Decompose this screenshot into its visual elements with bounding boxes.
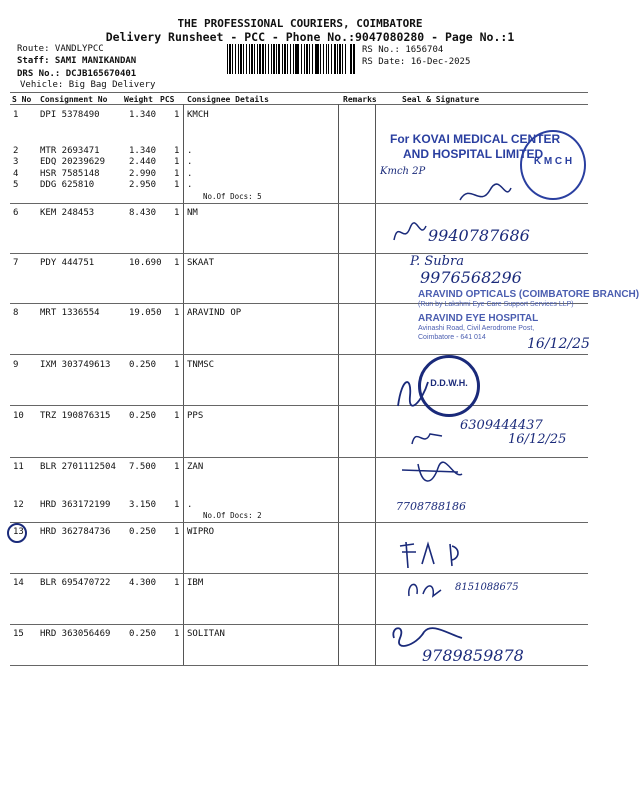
aravind-hospital-stamp: ARAVIND EYE HOSPITAL	[418, 313, 539, 324]
row-consignment: BLR 2701112504	[40, 462, 116, 472]
row-consignment: DPI 5378490	[40, 110, 100, 120]
row-consignment: MTR 2693471	[40, 146, 100, 156]
row-pcs: 1	[174, 629, 180, 639]
runsheet-title: Delivery Runsheet - PCC - Phone No.:9047080280 - Page No.:1	[105, 30, 515, 44]
row-consignment: IXM 303749613	[40, 360, 111, 370]
row-sno: 10	[13, 411, 24, 421]
row-sno: 6	[13, 208, 19, 218]
row-weight: 1.340	[129, 110, 157, 120]
row-weight: 0.250	[129, 629, 157, 639]
row-pcs: 1	[174, 360, 180, 370]
kmch-seal	[520, 130, 586, 200]
remarks-col-rule-right	[375, 104, 376, 665]
row-sno: 4	[13, 169, 19, 179]
col-consignee: Consignee Details	[187, 95, 269, 104]
row-13-circle-mark	[7, 523, 27, 543]
row-pcs: 1	[174, 208, 180, 218]
row-sno: 5	[13, 180, 19, 190]
col-consignment: Consignment No	[40, 95, 108, 104]
row-consignee: ARAVIND OP	[187, 308, 242, 318]
aravind-address-1: Avinashi Road, Civil Aerodrome Post,	[418, 325, 535, 332]
row-weight: 1.340	[129, 146, 157, 156]
row1-handwritten-note: Kmch 2P	[380, 166, 426, 177]
row-pcs: 1	[174, 411, 180, 421]
row-pcs: 1	[174, 500, 180, 510]
row-consignee: SKAAT	[187, 258, 215, 268]
row-weight: 0.250	[129, 360, 157, 370]
row-consignee: NM	[187, 208, 198, 218]
row-sno: 13	[13, 527, 24, 537]
route-label: Route: VANDLYPCC	[17, 44, 104, 54]
row-rule	[10, 624, 588, 625]
signature-row9	[392, 372, 432, 412]
rs-number: RS No.: 1656704	[362, 45, 444, 55]
row-pcs: 1	[174, 258, 180, 268]
row-consignment: TRZ 190876315	[40, 411, 111, 421]
row-consignee: TNMSC	[187, 360, 215, 370]
row-rule	[10, 522, 588, 523]
aravind-optical-stamp: ARAVIND OPTICALS (COIMBATORE BRANCH)	[418, 289, 639, 300]
row10-phone: 6309444437	[460, 418, 543, 433]
row-consignee: ZAN	[187, 462, 204, 472]
row-consignment: BLR 695470722	[40, 578, 111, 588]
row-weight: 4.300	[129, 578, 157, 588]
row7-name: P. Subra	[410, 254, 464, 269]
consignee-col-rule	[183, 104, 184, 665]
row15-phone: 9789859878	[422, 646, 524, 665]
kovai-stamp-line1: For KOVAI MEDICAL CENTER	[390, 132, 561, 146]
row-weight: 7.500	[129, 462, 157, 472]
row7-phone: 9976568296	[420, 268, 522, 287]
row-weight: 19.050	[129, 308, 162, 318]
docs-count: No.Of Docs: 5	[203, 192, 262, 201]
row-consignee: IBM	[187, 578, 204, 588]
signature-row14	[405, 578, 445, 602]
kmch-seal-text: K M C H	[533, 156, 573, 167]
row-weight: 10.690	[129, 258, 162, 268]
row-sno: 7	[13, 258, 19, 268]
col-remarks: Remarks	[343, 95, 377, 104]
row-sno: 12	[13, 500, 24, 510]
row-sno: 11	[13, 462, 24, 472]
remarks-col-rule-left	[338, 104, 339, 665]
row-sno: 3	[13, 157, 19, 167]
table-header-rule	[10, 104, 588, 105]
row-rule	[10, 354, 588, 355]
row10-date: 16/12/25	[508, 432, 567, 447]
signature-row13	[396, 538, 466, 572]
rs-date: RS Date: 16-Dec-2025	[362, 57, 471, 67]
row-consignee: .	[187, 157, 193, 167]
row6-phone: 9940787686	[428, 226, 530, 245]
table-top-rule	[10, 92, 588, 93]
drs-number: DRS No.: DCJB165670401	[17, 69, 137, 79]
row-consignee: WIPRO	[187, 527, 215, 537]
row-sno: 14	[13, 578, 24, 588]
signature-kmch	[455, 180, 515, 210]
signature-row11	[398, 460, 468, 490]
table-bottom-rule	[10, 665, 588, 666]
row-consignee: SOLITAN	[187, 629, 225, 639]
row-consignment: HRD 362784736	[40, 527, 111, 537]
row-sno: 8	[13, 308, 19, 318]
row-pcs: 1	[174, 157, 180, 167]
aravind-run-by: (Run by Lakshmi Eye Care Support Services LLP)	[418, 301, 574, 308]
row-consignee: .	[187, 500, 193, 510]
row-pcs: 1	[174, 308, 180, 318]
row-rule	[10, 253, 588, 254]
row-consignment: EDQ 20239629	[40, 157, 106, 167]
row-consignee: .	[187, 169, 193, 179]
row-sno: 1	[13, 110, 19, 120]
row-weight: 0.250	[129, 527, 157, 537]
row-pcs: 1	[174, 180, 180, 190]
row-rule	[10, 457, 588, 458]
row-consignment: MRT 1336554	[40, 308, 100, 318]
row-weight: 2.990	[129, 169, 157, 179]
row14-phone: 8151088675	[455, 582, 519, 593]
row-rule	[10, 405, 588, 406]
row12-phone: 7708788186	[396, 500, 466, 513]
row-sno: 15	[13, 629, 24, 639]
col-pcs: PCS	[160, 95, 175, 104]
col-seal: Seal & Signature	[402, 95, 480, 104]
vehicle-label: Vehicle: Big Bag Delivery	[20, 80, 156, 90]
row-rule	[10, 573, 588, 574]
row-sno: 2	[13, 146, 19, 156]
row-consignee: PPS	[187, 411, 204, 421]
company-title: THE PROFESSIONAL COURIERS, COIMBATORE	[177, 17, 423, 30]
row-consignment: DDG 625810	[40, 180, 95, 190]
row-pcs: 1	[174, 169, 180, 179]
barcode-overlay	[227, 44, 355, 74]
row-pcs: 1	[174, 146, 180, 156]
row-sno: 9	[13, 360, 19, 370]
docs-count: No.Of Docs: 2	[203, 511, 262, 520]
row-weight: 3.150	[129, 500, 157, 510]
tnmsc-seal-text: D.D.W.H.	[430, 378, 468, 388]
row-weight: 8.430	[129, 208, 157, 218]
col-weight: Weight	[124, 95, 153, 104]
row-consignment: PDY 444751	[40, 258, 95, 268]
staff-label: Staff: SAMI MANIKANDAN	[17, 56, 137, 66]
row-weight: 2.440	[129, 157, 157, 167]
row-consignment: HSR 7585148	[40, 169, 100, 179]
row-pcs: 1	[174, 110, 180, 120]
aravind-address-2: Coimbatore - 641 014	[418, 334, 486, 341]
row-pcs: 1	[174, 527, 180, 537]
row-consignee: .	[187, 146, 193, 156]
row8-date: 16/12/25	[527, 336, 590, 352]
kovai-stamp-line2: AND HOSPITAL LIMITED	[403, 147, 544, 161]
row-consignment: HRD 363056469	[40, 629, 111, 639]
row-weight: 0.250	[129, 411, 157, 421]
row-weight: 2.950	[129, 180, 157, 190]
signature-row10	[408, 422, 448, 452]
row-consignment: HRD 363172199	[40, 500, 111, 510]
row-consignee: KMCH	[187, 110, 209, 120]
row-consignment: KEM 248453	[40, 208, 95, 218]
col-sno: S No	[12, 95, 32, 104]
row-pcs: 1	[174, 462, 180, 472]
signature-row6	[390, 218, 430, 248]
row-pcs: 1	[174, 578, 180, 588]
row-consignee: .	[187, 180, 193, 190]
